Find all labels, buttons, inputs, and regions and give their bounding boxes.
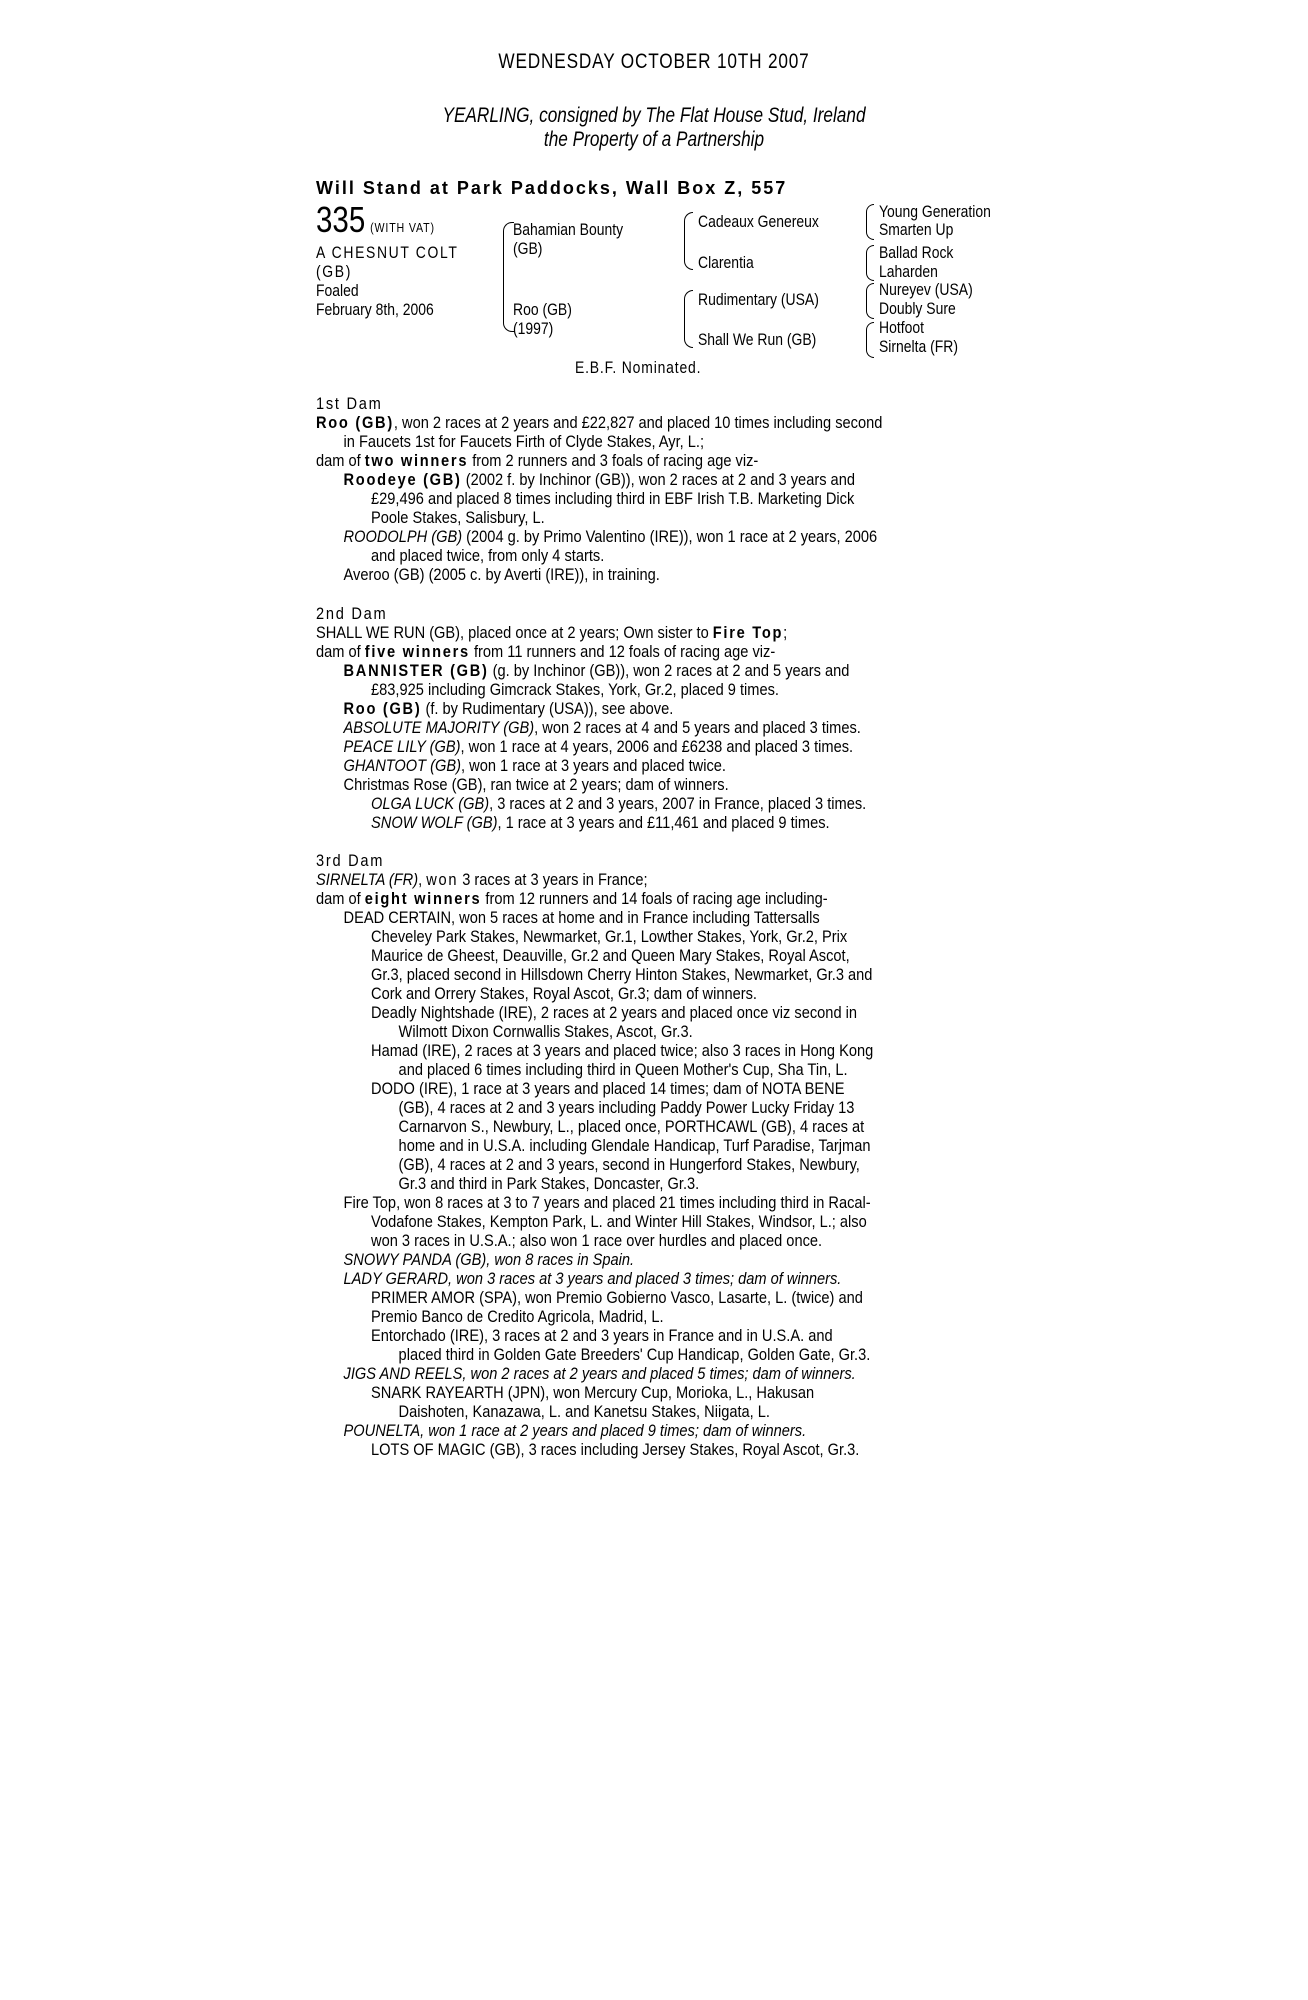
- third-dam-line-1: [316, 870, 1004, 889]
- dam-sire-sire: Nureyev (USA): [879, 280, 973, 299]
- third-dam-record: 3 races at 3 years in France;: [458, 870, 648, 889]
- dam3-line: and placed 6 times including third in Queen Mother's Cup, Sha Tin, L.: [398, 1060, 848, 1079]
- dam2-produce-2-record: (f. by Rudimentary (USA)), see above.: [421, 699, 674, 718]
- dam2-produce-5-name: GHANTOOT (GB): [343, 756, 462, 775]
- dam3-line: LOTS OF MAGIC (GB), 3 races including Jersey Stakes, Royal Ascot, Gr.3.: [371, 1440, 860, 1459]
- dam-sire-dam: Doubly Sure: [879, 299, 956, 318]
- third-dam-produce-intro: dam of: [316, 889, 365, 908]
- produce-1-line-2: £29,496 and placed 8 times including third in EBF Irish T.B. Marketing Dick: [371, 489, 855, 508]
- dam3-line: (GB), 4 races at 2 and 3 years, second in Hungerford Stakes, Newbury,: [398, 1155, 860, 1174]
- dam3-line: Maurice de Gheest, Deauville, Gr.2 and Queen Mary Stakes, Royal Ascot,: [371, 946, 850, 965]
- third-dam-section: [316, 851, 1006, 1459]
- dam3-line: DODO (IRE), 1 race at 3 years and placed 14 times; dam of NOTA BENE: [371, 1079, 845, 1098]
- property-line: the Property of a Partnership: [543, 128, 765, 151]
- dam2-produce-3-line: [316, 718, 1032, 737]
- dam3-line: Premio Banco de Credito Agricola, Madrid, L.: [371, 1307, 664, 1326]
- pedigree-brace-2: [866, 245, 874, 281]
- first-dam-line-1: [316, 413, 1004, 432]
- pedigree-brace-3: [866, 283, 874, 319]
- dam3-line: Cheveley Park Stakes, Newmarket, Gr.1, Lowther Stakes, York, Gr.2, Prix: [371, 927, 848, 946]
- dam3-line: Daishoten, Kanazawa, L. and Kanetsu Stakes, Niigata, L.: [398, 1402, 770, 1421]
- dam2-produce-5-line: [316, 756, 1032, 775]
- sire-sire-dam: Smarten Up: [879, 220, 954, 239]
- lot-description: A CHESNUT COLT: [316, 243, 459, 262]
- pedigree-brace-1: [866, 204, 874, 240]
- dam3-line: Entorchado (IRE), 3 races at 2 and 3 years in France and in U.S.A. and: [371, 1326, 833, 1345]
- first-dam-name: Roo (GB): [316, 413, 394, 432]
- lot-number-block: [316, 199, 435, 246]
- second-dam-winners: five winners: [364, 642, 470, 661]
- produce-2-record: (2004 g. by Primo Valentino (IRE)), won 1 race at 2 years, 2006: [462, 527, 878, 546]
- vat-note: (WITH VAT): [370, 220, 435, 235]
- first-dam-line-3: [316, 451, 1004, 470]
- dam3-line: Hamad (IRE), 2 races at 3 years and placed twice; also 3 races in Hong Kong: [371, 1041, 874, 1060]
- dam-dam: Shall We Run (GB): [698, 330, 817, 349]
- produce-2-line-1: [316, 527, 1032, 546]
- foaled-date: February 8th, 2006: [316, 300, 434, 319]
- dam-sire: Rudimentary (USA): [698, 290, 819, 309]
- sire-dam-sire: Ballad Rock: [879, 243, 954, 262]
- lot-origin: (GB): [316, 262, 352, 281]
- dam2-grandproduce-2-name: SNOW WOLF (GB): [371, 813, 498, 832]
- second-dam-produce-tail: from 11 runners and 12 foals of racing age viz-: [469, 642, 776, 661]
- second-dam-line-2: [316, 642, 1004, 661]
- dam-year: (1997): [513, 319, 554, 338]
- dam3-line: home and in U.S.A. including Glendale Handicap, Turf Paradise, Tarjman: [398, 1136, 871, 1155]
- dam2-produce-2-line: [316, 699, 1032, 718]
- first-dam-heading: 1st Dam: [316, 394, 383, 413]
- sire: Bahamian Bounty: [513, 220, 624, 239]
- second-dam-semicolon: ;: [783, 623, 788, 642]
- dam-dam-sire: Hotfoot: [879, 318, 924, 337]
- dam2-grandproduce-2-record: , 1 race at 3 years and £11,461 and placed 9 times.: [497, 813, 830, 832]
- dam2-grandproduce-1-line: [316, 794, 1059, 813]
- ebf-nominated: E.B.F. Nominated.: [575, 358, 702, 377]
- produce-2-line-2: and placed twice, from only 4 starts.: [371, 546, 605, 565]
- third-dam-heading: 3rd Dam: [316, 851, 385, 870]
- dam2-produce-1-record: (g. by Inchinor (GB)), won 2 races at 2 and 5 years and: [488, 661, 850, 680]
- dam2-grandproduce-1-record: , 3 races at 2 and 3 years, 2007 in France, placed 3 times.: [489, 794, 867, 813]
- first-dam-produce-intro: dam of: [316, 451, 365, 470]
- second-dam-line-1: [316, 623, 1004, 642]
- dam3-line: (GB), 4 races at 2 and 3 years including Paddy Power Lucky Friday 13: [398, 1098, 855, 1117]
- dam3-line: SNOWY PANDA (GB), won 8 races in Spain.: [343, 1250, 635, 1269]
- produce-1-name: Roodeye (GB): [343, 470, 462, 489]
- dam3-line: placed third in Golden Gate Breeders' Cup Handicap, Golden Gate, Gr.3.: [398, 1345, 871, 1364]
- dam2-produce-1-name: BANNISTER (GB): [343, 661, 489, 680]
- lot-number: 335: [316, 199, 366, 240]
- sire-sire: Cadeaux Genereux: [698, 212, 819, 231]
- first-dam-section: [316, 394, 1006, 584]
- dam3-line: Gr.3 and third in Park Stakes, Doncaster, Gr.3.: [398, 1174, 700, 1193]
- produce-1-record: (2002 f. by Inchinor (GB)), won 2 races at 2 and 3 years and: [461, 470, 855, 489]
- third-dam-winners: eight winners: [364, 889, 482, 908]
- second-dam-heading: 2nd Dam: [316, 604, 388, 623]
- stand-location: Will Stand at Park Paddocks, Wall Box Z, 557: [316, 178, 788, 198]
- dam3-line: Gr.3, placed second in Hillsdown Cherry Hinton Stakes, Newmarket, Gr.3 and: [371, 965, 873, 984]
- dam: Roo (GB): [513, 300, 572, 319]
- dam3-line: won 3 races in U.S.A.; also won 1 race over hurdles and placed once.: [371, 1231, 823, 1250]
- first-dam-winners: two winners: [364, 451, 469, 470]
- sire-dam-dam: Laharden: [879, 262, 938, 281]
- dam2-produce-1-line-2: £83,925 including Gimcrack Stakes, York, Gr.2, placed 9 times.: [371, 680, 779, 699]
- dam3-line: Deadly Nightshade (IRE), 2 races at 2 years and placed once viz second in: [371, 1003, 858, 1022]
- produce-1-line-3: Poole Stakes, Salisbury, L.: [371, 508, 545, 527]
- third-dam-won: won: [426, 870, 459, 889]
- sire-dam: Clarentia: [698, 253, 754, 272]
- dam2-produce-2-name: Roo (GB): [343, 699, 422, 718]
- dam3-line: SNARK RAYEARTH (JPN), won Mercury Cup, Morioka, L., Hakusan: [371, 1383, 815, 1402]
- dam2-produce-1-line-1: [316, 661, 1032, 680]
- dam3-line: DEAD CERTAIN, won 5 races at home and in France including Tattersalls: [343, 908, 820, 927]
- dam2-grandproduce-2-line: [316, 813, 1059, 832]
- third-dam-produce-tail: from 12 runners and 14 foals of racing age including-: [481, 889, 828, 908]
- foaled-label: Foaled: [316, 281, 359, 300]
- produce-1-line-1: [316, 470, 1032, 489]
- dam3-line: Wilmott Dixon Cornwallis Stakes, Ascot, Gr.3.: [398, 1022, 693, 1041]
- third-dam-line-2: [316, 889, 1004, 908]
- dam3-line: Fire Top, won 8 races at 3 to 7 years and placed 21 times including third in Racal-: [343, 1193, 871, 1212]
- dam3-line: PRIMER AMOR (SPA), won Premio Gobierno Vasco, Lasarte, L. (twice) and: [371, 1288, 863, 1307]
- second-dam-record: SHALL WE RUN (GB), placed once at 2 years; Own sister to: [316, 623, 713, 642]
- first-dam-produce-tail: from 2 runners and 3 foals of racing age viz-: [468, 451, 759, 470]
- dam3-line: Carnarvon S., Newbury, L., placed once, PORTHCAWL (GB), 4 races at: [398, 1117, 865, 1136]
- second-dam-sister: Fire Top: [712, 623, 784, 642]
- pedigree-brace-dam: [684, 290, 693, 348]
- dam3-line: POUNELTA, won 1 race at 2 years and placed 9 times; dam of winners.: [343, 1421, 807, 1440]
- dam2-produce-3-name: ABSOLUTE MAJORITY (GB): [343, 718, 535, 737]
- sale-date: WEDNESDAY OCTOBER 10TH 2007: [498, 50, 810, 73]
- dam2-grandproduce-1-name: OLGA LUCK (GB): [371, 794, 490, 813]
- third-dam-name: SIRNELTA (FR): [316, 870, 419, 889]
- second-dam-section: [316, 604, 1006, 832]
- dam3-line: JIGS AND REELS, won 2 races at 2 years and placed 5 times; dam of winners.: [343, 1364, 856, 1383]
- dam2-produce-4-record: , won 1 race at 4 years, 2006 and £6238 and placed 3 times.: [460, 737, 854, 756]
- sire-sire-sire: Young Generation: [879, 202, 991, 221]
- first-dam-line-2: in Faucets 1st for Faucets Firth of Clyde Stakes, Ayr, L.;: [343, 432, 705, 451]
- produce-3-line: Averoo (GB) (2005 c. by Averti (IRE)), in training.: [343, 565, 660, 584]
- sire-suffix: (GB): [513, 239, 543, 258]
- dam3-line: Cork and Orrery Stakes, Royal Ascot, Gr.3; dam of winners.: [371, 984, 758, 1003]
- dam2-produce-3-record: , won 2 races at 4 and 5 years and placed 3 times.: [534, 718, 861, 737]
- second-dam-produce-intro: dam of: [316, 642, 365, 661]
- dam3-line: Vodafone Stakes, Kempton Park, L. and Winter Hill Stakes, Windsor, L.; also: [371, 1212, 867, 1231]
- pedigree-brace-4: [866, 322, 874, 358]
- first-dam-record: , won 2 races at 2 years and £22,827 and placed 10 times including second: [393, 413, 883, 432]
- dam-dam-dam: Sirnelta (FR): [879, 337, 959, 356]
- produce-2-name: ROODOLPH (GB): [343, 527, 463, 546]
- dam2-produce-5-record: , won 1 race at 3 years and placed twice.: [461, 756, 726, 775]
- dam2-produce-4-line: [316, 737, 1032, 756]
- pedigree-brace-sire: [684, 212, 693, 270]
- third-dam-comma: ,: [418, 870, 427, 889]
- dam3-line: LADY GERARD, won 3 races at 3 years and placed 3 times; dam of winners.: [343, 1269, 842, 1288]
- dam2-produce-4-name: PEACE LILY (GB): [343, 737, 461, 756]
- consignor-line: YEARLING, consigned by The Flat House Stud, Ireland: [442, 104, 866, 127]
- dam2-produce-6-line: Christmas Rose (GB), ran twice at 2 years; dam of winners.: [343, 775, 729, 794]
